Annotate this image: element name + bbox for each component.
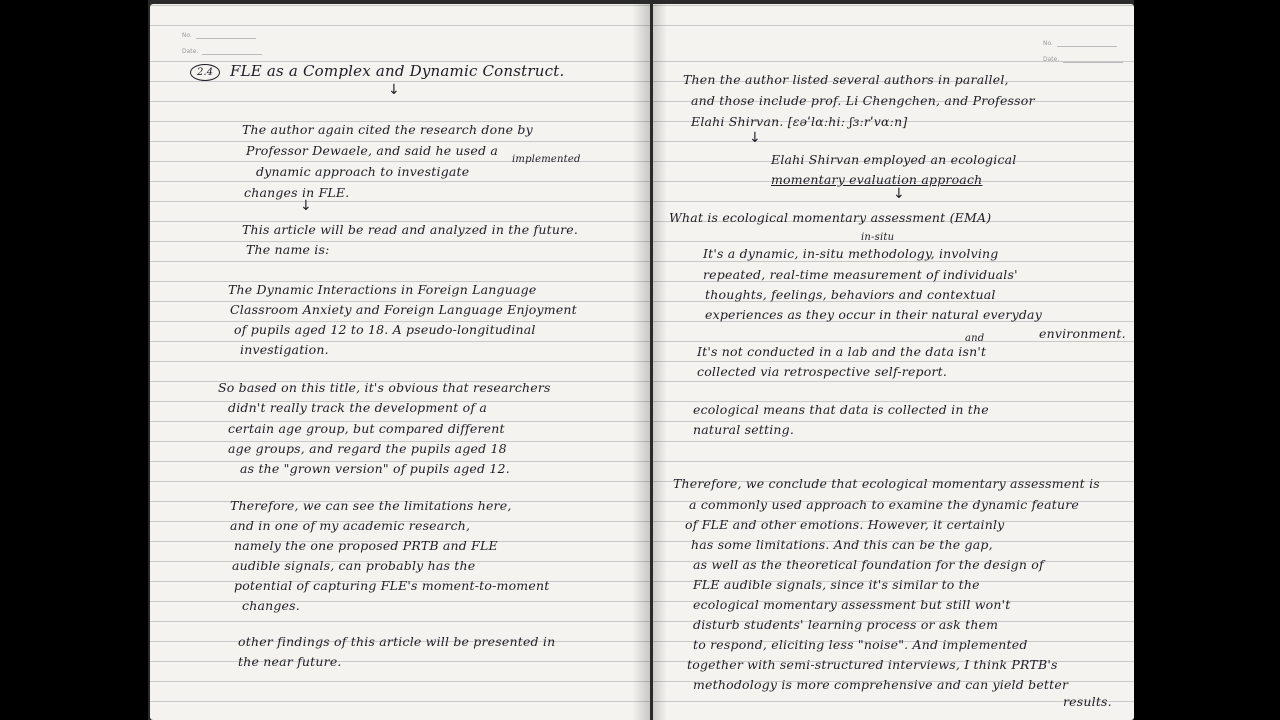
paragraph-line: audible signals, can probably has the — [232, 558, 476, 573]
paragraph-line: dynamic approach to investigate — [256, 164, 470, 179]
section-title: FLE as a Complex and Dynamic Construct. — [230, 62, 565, 80]
paragraph-line: FLE audible signals, since it's similar to the — [693, 577, 980, 592]
paragraph-line: repeated, real-time measurement of individuals' — [703, 267, 1018, 282]
paragraph-line: This article will be read and analyzed in the future. — [242, 222, 579, 237]
paragraph-line: Classroom Anxiety and Foreign Language Enjoyment — [230, 302, 577, 317]
paragraph-line: age groups, and regard the pupils aged 18 — [228, 441, 507, 456]
paragraph-line: momentary evaluation approach — [771, 172, 983, 187]
paragraph-line: It's a dynamic, in-situ methodology, involving — [703, 246, 999, 261]
paragraph-line: and in one of my academic research, — [230, 518, 471, 533]
insert-note: in-situ — [861, 232, 895, 243]
paragraph-line: The Dynamic Interactions in Foreign Language — [228, 282, 537, 297]
paragraph-line: results. — [1063, 694, 1112, 709]
right-notebook-page — [653, 4, 1134, 720]
paragraph-line: investigation. — [240, 342, 329, 357]
paragraph-line: potential of capturing FLE's moment-to-moment — [234, 578, 550, 593]
paragraph-line: certain age group, but compared different — [228, 421, 505, 436]
paragraph-line: The name is: — [246, 242, 330, 257]
section-number-circle: 2.4 — [190, 64, 220, 81]
paragraph-line: has some limitations. And this can be the gap, — [691, 537, 993, 552]
paragraph-line: changes. — [242, 598, 300, 613]
paragraph-line: Therefore, we conclude that ecological momentary assessment is — [673, 476, 1100, 491]
paragraph-line: and those include prof. Li Chengchen, and Professor — [691, 93, 1035, 108]
no-field: No. — [1043, 40, 1117, 47]
paragraph-line: It's not conducted in a lab and the data isn't — [697, 344, 987, 359]
left-black-border — [0, 0, 148, 720]
paragraph-line: together with semi-structured interviews, I think PRTB's — [687, 657, 1058, 672]
paragraph-line: changes in FLE. — [244, 185, 350, 200]
right-black-border — [1134, 0, 1280, 720]
paragraph-line: The author again cited the research done by — [242, 122, 533, 137]
left-notebook-page — [150, 4, 650, 720]
paragraph-line: Elahi Shirvan. [ɛəˈlɑːhiː ʃɜːrˈvɑːn] — [691, 114, 908, 129]
paragraph-line: the near future. — [238, 654, 342, 669]
paragraph-line: of FLE and other emotions. However, it certainly — [685, 517, 1005, 532]
paragraph-line: collected via retrospective self-report. — [697, 364, 948, 379]
paragraph-line: of pupils aged 12 to 18. A pseudo-longitudinal — [234, 322, 536, 337]
paragraph-line: disturb students' learning process or ask them — [693, 617, 999, 632]
date-field: Date. — [1043, 56, 1123, 63]
paragraph-line: didn't really track the development of a — [228, 400, 488, 415]
down-arrow-icon: ↓ — [300, 198, 312, 214]
notebook-spread — [148, 0, 1134, 720]
paragraph-line: as the "grown version" of pupils aged 12. — [240, 461, 510, 476]
paragraph-line: a commonly used approach to examine the dynamic feature — [689, 497, 1079, 512]
no-field: No. — [182, 32, 256, 39]
insert-note: and — [965, 333, 985, 344]
paragraph-line: to respond, eliciting less "noise". And implemented — [693, 637, 1028, 652]
paragraph-line: namely the one proposed PRTB and FLE — [234, 538, 498, 553]
down-arrow-icon: ↓ — [749, 130, 761, 146]
paragraph-line: ecological means that data is collected in the — [693, 402, 989, 417]
date-field: Date. — [182, 48, 262, 55]
down-arrow-icon: ↓ — [388, 82, 400, 98]
paragraph-line: Therefore, we can see the limitations here, — [230, 498, 512, 513]
paragraph-line: environment. — [1039, 326, 1126, 341]
paragraph-line: Elahi Shirvan employed an ecological — [771, 152, 1017, 167]
insert-note: implemented — [512, 154, 581, 165]
paragraph-line: So based on this title, it's obvious that researchers — [218, 380, 551, 395]
paragraph-line: thoughts, feelings, behaviors and contextual — [705, 287, 996, 302]
paragraph-line: Then the author listed several authors in parallel, — [683, 72, 1009, 87]
paragraph-line: other findings of this article will be presented in — [238, 634, 556, 649]
down-arrow-icon: ↓ — [893, 186, 905, 202]
paragraph-line: Professor Dewaele, and said he used a — [246, 143, 498, 158]
paragraph-line: as well as the theoretical foundation for the design of — [693, 557, 1044, 572]
paragraph-line: ecological momentary assessment but still won't — [693, 597, 1011, 612]
paragraph-line: experiences as they occur in their natural everyday — [705, 307, 1042, 322]
paragraph-line: methodology is more comprehensive and can yield better — [693, 677, 1069, 692]
question-heading: What is ecological momentary assessment (EMA) — [669, 210, 992, 225]
paragraph-line: natural setting. — [693, 422, 795, 437]
